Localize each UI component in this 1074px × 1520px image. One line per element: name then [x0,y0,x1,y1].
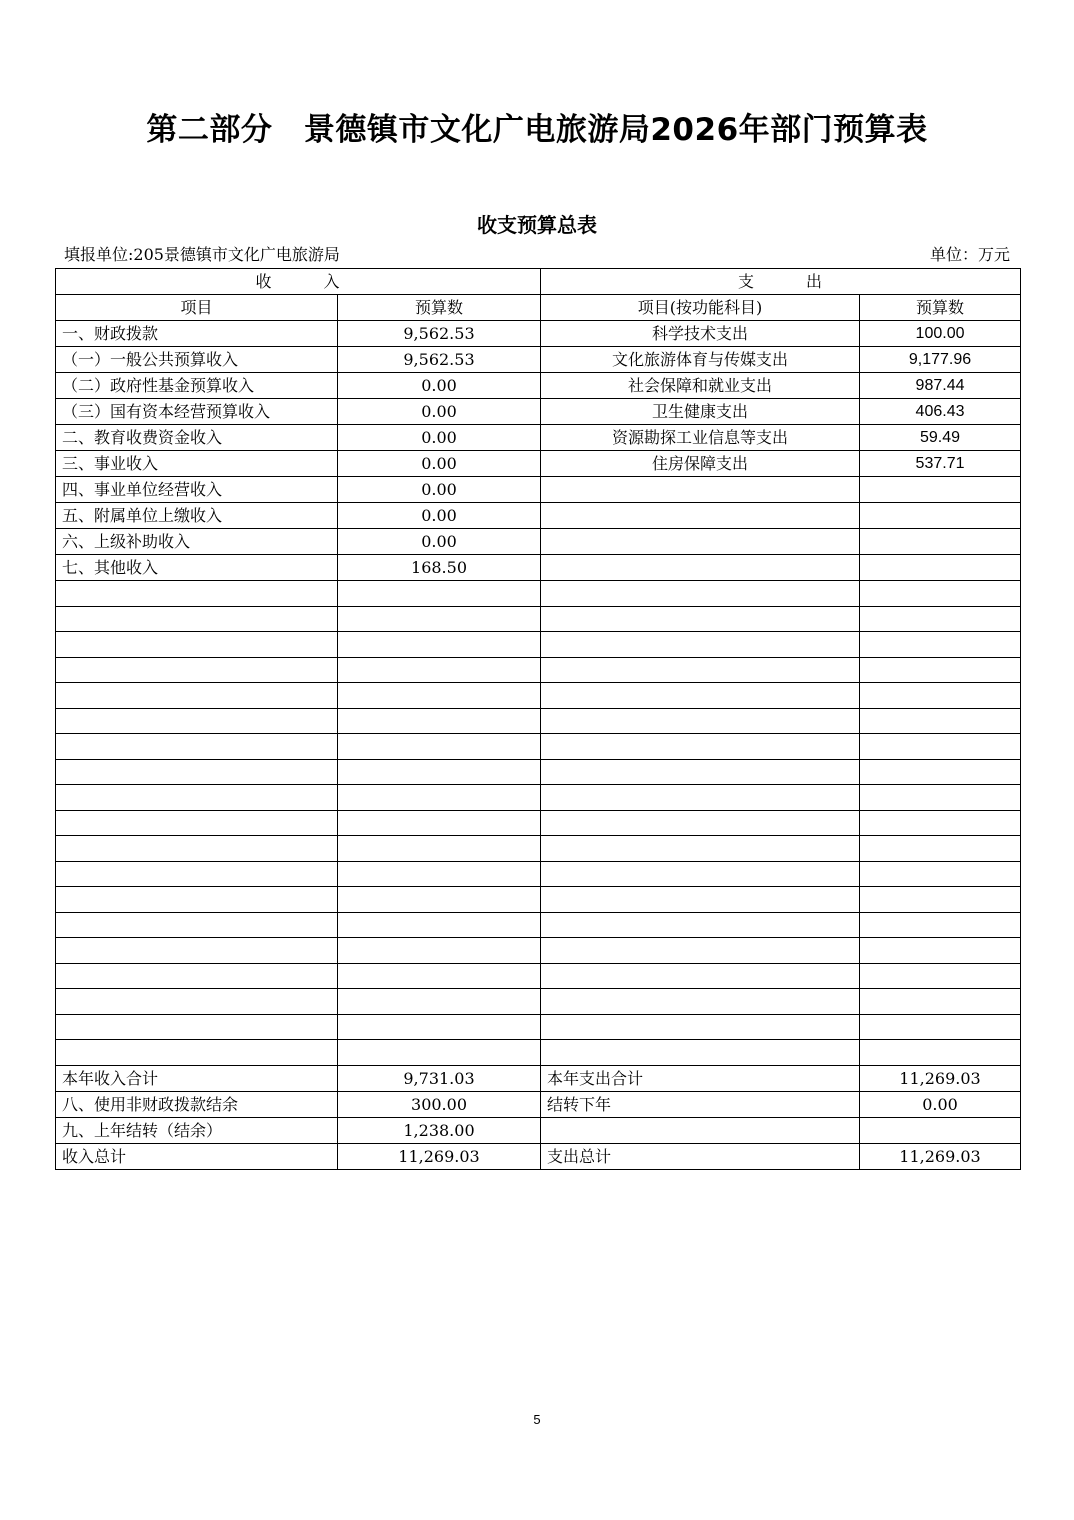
table-row [56,503,1021,529]
empty-cell [541,581,860,607]
empty-cell [860,785,1021,811]
expense-amount-cell: 59.49 [860,425,1021,451]
empty-row [56,887,1021,913]
expense-amount-cell: 9,177.96 [860,347,1021,373]
table-row [56,451,1021,477]
group-header-row [56,269,1021,295]
empty-cell [860,734,1021,760]
income-amount-cell: 0.00 [338,451,541,477]
expense-item-cell: 社会保障和就业支出 [541,373,860,399]
empty-row [56,657,1021,683]
income-amount-cell: 0.00 [338,373,541,399]
empty-cell [860,1014,1021,1040]
table-row [56,399,1021,425]
total-row [56,1091,1021,1117]
total-income-amount-cell: 1,238.00 [338,1117,541,1143]
budget-summary-table [55,268,1021,1170]
col-income-amount-header: 预算数 [338,295,541,321]
table-row [56,373,1021,399]
total-expense-amount-cell [860,1117,1021,1143]
total-expense-item-cell: 本年支出合计 [541,1065,860,1091]
empty-cell [56,861,338,887]
empty-cell [56,912,338,938]
empty-cell [56,708,338,734]
empty-cell [541,989,860,1015]
table-row [56,321,1021,347]
income-amount-cell: 0.00 [338,477,541,503]
empty-cell [541,861,860,887]
empty-cell [56,657,338,683]
empty-row [56,861,1021,887]
empty-cell [541,963,860,989]
empty-cell [56,836,338,862]
empty-cell [338,683,541,709]
expense-item-cell [541,529,860,555]
empty-cell [860,836,1021,862]
col-expense-amount-header: 预算数 [860,295,1021,321]
income-item-cell: 三、事业收入 [56,451,338,477]
empty-cell [338,657,541,683]
empty-cell [541,734,860,760]
empty-row [56,810,1021,836]
empty-row [56,1040,1021,1066]
expense-item-cell: 文化旅游体育与传媒支出 [541,347,860,373]
empty-cell [56,963,338,989]
empty-cell [541,836,860,862]
empty-cell [56,683,338,709]
income-item-cell: 七、其他收入 [56,555,338,581]
income-item-cell: （三）国有资本经营预算收入 [56,399,338,425]
empty-cell [860,759,1021,785]
empty-cell [541,606,860,632]
expense-group-header: 支 出 [541,269,1021,295]
empty-cell [860,938,1021,964]
income-amount-cell: 9,562.53 [338,321,541,347]
empty-cell [338,989,541,1015]
empty-cell [56,938,338,964]
column-header-row [56,295,1021,321]
empty-cell [338,581,541,607]
table-title: 收支预算总表 [477,213,597,237]
col-expense-item-header: 项目(按功能科目) [541,295,860,321]
empty-cell [56,759,338,785]
empty-cell [338,759,541,785]
empty-cell [860,963,1021,989]
total-income-item-cell: 八、使用非财政拨款结余 [56,1091,338,1117]
empty-row [56,734,1021,760]
income-item-cell: （二）政府性基金预算收入 [56,373,338,399]
empty-row [56,836,1021,862]
expense-item-cell [541,555,860,581]
empty-cell [541,785,860,811]
empty-cell [860,887,1021,913]
empty-cell [56,606,338,632]
income-amount-cell: 0.00 [338,503,541,529]
empty-cell [338,963,541,989]
table-row [56,477,1021,503]
empty-cell [541,632,860,658]
total-expense-amount-cell: 0.00 [860,1091,1021,1117]
table-row [56,555,1021,581]
empty-cell [541,759,860,785]
expense-amount-cell [860,503,1021,529]
empty-row [56,1014,1021,1040]
income-amount-cell: 0.00 [338,425,541,451]
total-expense-amount-cell: 11,269.03 [860,1065,1021,1091]
total-row [56,1143,1021,1169]
total-income-amount-cell: 11,269.03 [338,1143,541,1169]
empty-cell [338,810,541,836]
income-item-cell: 四、事业单位经营收入 [56,477,338,503]
empty-cell [541,912,860,938]
expense-item-cell [541,477,860,503]
empty-row [56,963,1021,989]
empty-cell [541,887,860,913]
table-row [56,529,1021,555]
empty-row [56,606,1021,632]
empty-cell [860,810,1021,836]
expense-amount-cell: 987.44 [860,373,1021,399]
income-item-cell: （一）一般公共预算收入 [56,347,338,373]
empty-cell [860,606,1021,632]
empty-cell [338,606,541,632]
empty-cell [338,708,541,734]
empty-cell [56,581,338,607]
empty-row [56,785,1021,811]
table-row [56,425,1021,451]
income-amount-cell: 168.50 [338,555,541,581]
empty-cell [860,708,1021,734]
income-item-cell: 一、财政拨款 [56,321,338,347]
empty-cell [860,912,1021,938]
col-income-item-header: 项目 [56,295,338,321]
empty-cell [541,1014,860,1040]
document-title: 第二部分 景德镇市文化广电旅游局2026年部门预算表 [146,112,928,148]
empty-cell [338,1040,541,1066]
empty-cell [56,989,338,1015]
empty-cell [338,632,541,658]
empty-cell [56,785,338,811]
expense-item-cell: 住房保障支出 [541,451,860,477]
total-expense-item-cell: 支出总计 [541,1143,860,1169]
empty-row [56,581,1021,607]
empty-cell [541,938,860,964]
empty-cell [860,683,1021,709]
total-expense-item-cell: 结转下年 [541,1091,860,1117]
empty-cell [541,1040,860,1066]
expense-item-cell [541,503,860,529]
empty-row [56,989,1021,1015]
income-item-cell: 二、教育收费资金收入 [56,425,338,451]
empty-cell [56,632,338,658]
total-income-item-cell: 收入总计 [56,1143,338,1169]
empty-row [56,632,1021,658]
expense-amount-cell: 537.71 [860,451,1021,477]
empty-cell [860,632,1021,658]
empty-cell [860,989,1021,1015]
empty-cell [541,708,860,734]
income-item-cell: 五、附属单位上缴收入 [56,503,338,529]
expense-amount-cell [860,555,1021,581]
empty-cell [860,861,1021,887]
empty-cell [338,912,541,938]
income-amount-cell: 0.00 [338,529,541,555]
total-income-amount-cell: 300.00 [338,1091,541,1117]
expense-item-cell: 卫生健康支出 [541,399,860,425]
empty-cell [860,581,1021,607]
empty-cell [541,657,860,683]
empty-cell [338,938,541,964]
empty-row [56,759,1021,785]
expense-item-cell: 资源勘探工业信息等支出 [541,425,860,451]
empty-cell [338,785,541,811]
unit-label: 单位：万元 [929,245,1010,264]
empty-row [56,912,1021,938]
empty-cell [56,1014,338,1040]
empty-row [56,683,1021,709]
empty-row [56,938,1021,964]
expense-amount-cell: 406.43 [860,399,1021,425]
total-income-amount-cell: 9,731.03 [338,1065,541,1091]
total-expense-item-cell [541,1117,860,1143]
total-income-item-cell: 九、上年结转（结余） [56,1117,338,1143]
empty-cell [338,836,541,862]
income-group-header: 收 入 [56,269,541,295]
empty-cell [338,1014,541,1040]
empty-cell [541,683,860,709]
income-amount-cell: 0.00 [338,399,541,425]
expense-amount-cell [860,477,1021,503]
page-number: 5 [533,1412,541,1427]
empty-cell [56,810,338,836]
expense-amount-cell [860,529,1021,555]
empty-cell [56,734,338,760]
empty-cell [541,810,860,836]
total-income-item-cell: 本年收入合计 [56,1065,338,1091]
income-amount-cell: 9,562.53 [338,347,541,373]
total-expense-amount-cell: 11,269.03 [860,1143,1021,1169]
empty-cell [56,887,338,913]
empty-row [56,708,1021,734]
total-row [56,1065,1021,1091]
empty-cell [860,657,1021,683]
expense-amount-cell: 100.00 [860,321,1021,347]
empty-cell [338,887,541,913]
table-row [56,347,1021,373]
empty-cell [860,1040,1021,1066]
empty-cell [338,861,541,887]
empty-cell [56,1040,338,1066]
empty-cell [338,734,541,760]
reporting-unit: 填报单位:205景德镇市文化广电旅游局 [64,245,340,264]
expense-item-cell: 科学技术支出 [541,321,860,347]
total-row [56,1117,1021,1143]
income-item-cell: 六、上级补助收入 [56,529,338,555]
